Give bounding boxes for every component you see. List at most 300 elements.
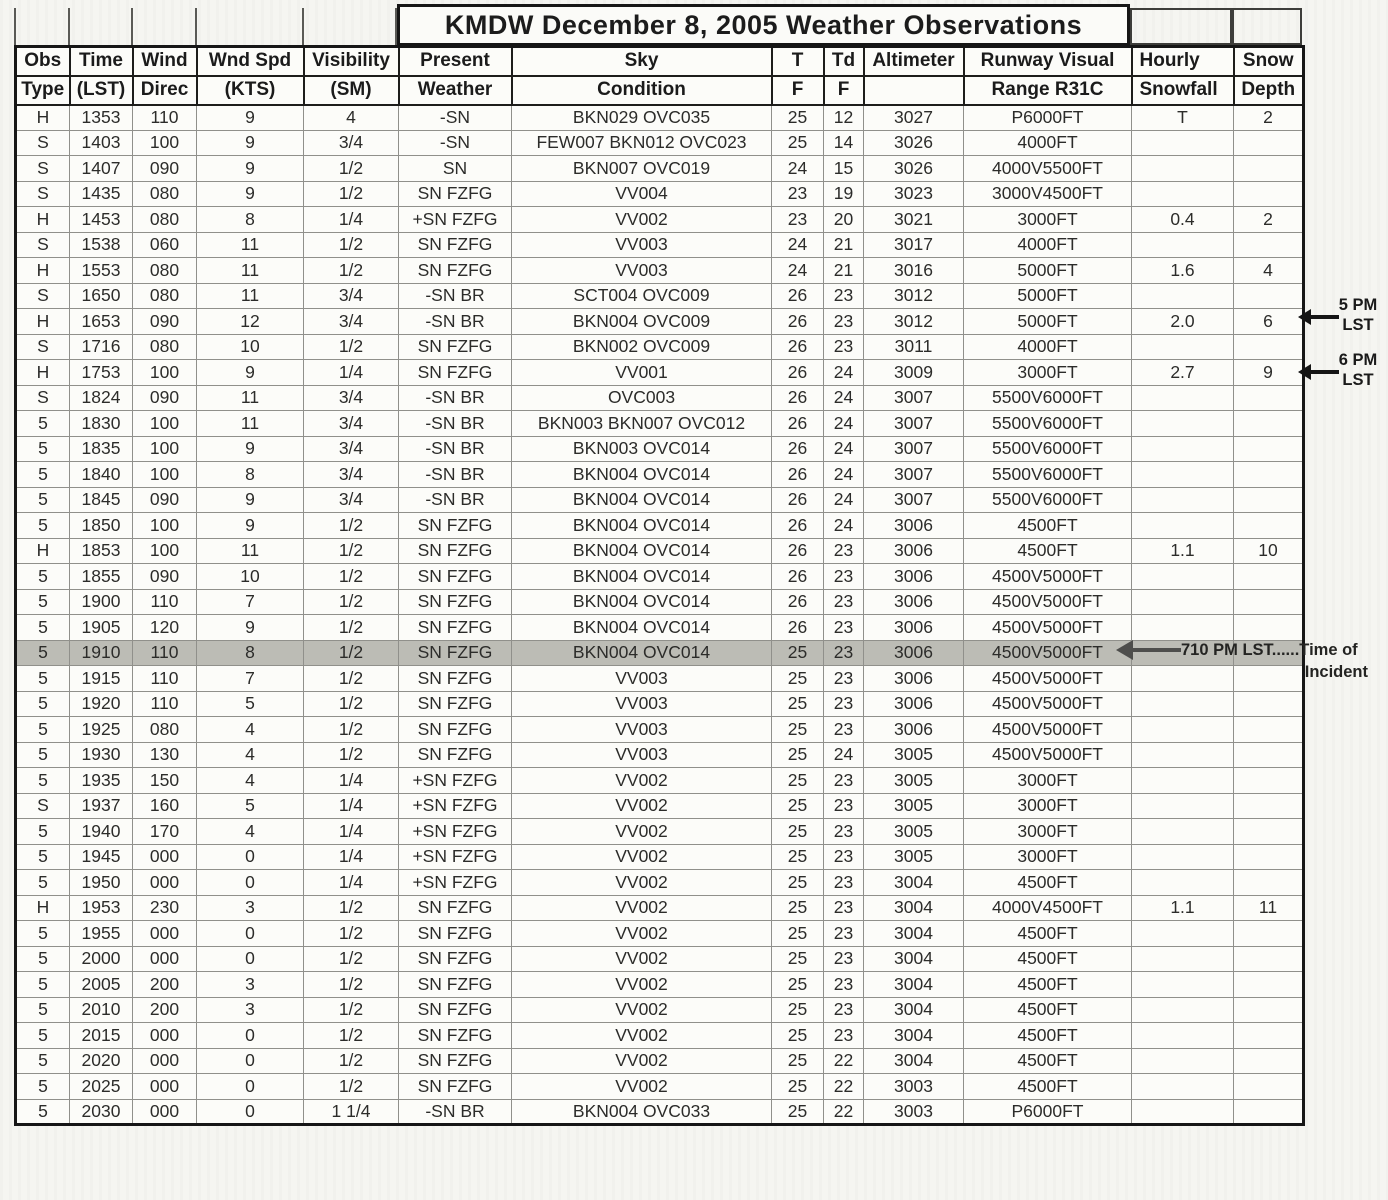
cell: 23 [772,207,824,233]
cell: 100 [133,436,197,462]
cell: 3004 [864,972,964,998]
cell: BKN004 OVC009 [512,309,772,335]
cell: 9 [1234,360,1304,386]
cell: 5500V6000FT [964,487,1132,513]
cell: 3004 [864,946,964,972]
cell [1132,334,1234,360]
cell [1234,411,1304,437]
cell: 0 [197,1099,304,1125]
cell: 0 [197,1023,304,1049]
cell: 2.7 [1132,360,1234,386]
cell: 1930 [70,742,133,768]
cell: 2 [1234,207,1304,233]
cell: 23 [824,997,864,1023]
cell: 25 [772,895,824,921]
cell: SN FZFG [399,997,512,1023]
cell: 4500FT [964,972,1132,998]
cell [1132,1048,1234,1074]
annotation-6pm-line1: 6 PM [1338,351,1378,369]
cell: 26 [772,462,824,488]
cell: 1.6 [1132,258,1234,284]
table-row [16,105,1304,131]
cell: 1850 [70,513,133,539]
cell: 22 [824,1099,864,1125]
cell: BKN004 OVC014 [512,487,772,513]
table-row [16,793,1304,819]
cell: 23 [824,589,864,615]
cell [1132,1023,1234,1049]
cell: SN FZFG [399,691,512,717]
cell [1234,946,1304,972]
cell: 5500V6000FT [964,462,1132,488]
column-header: Wnd Spd [197,47,304,76]
cell: 1915 [70,666,133,692]
cell: 4500FT [964,513,1132,539]
table-row [16,513,1304,539]
cell: 5 [16,615,70,641]
cell: 4500FT [964,538,1132,564]
cell: 3012 [864,283,964,309]
cell: 4 [197,819,304,845]
cell: 3/4 [304,436,399,462]
column-header: Weather [399,76,512,105]
cell: 5 [16,742,70,768]
cell [1132,1099,1234,1125]
cell: 1653 [70,309,133,335]
cell: 1553 [70,258,133,284]
cell: 3003 [864,1074,964,1100]
cell: 1/4 [304,360,399,386]
cell: FEW007 BKN012 OVC023 [512,130,772,156]
cell: 4500FT [964,1074,1132,1100]
table-row [16,819,1304,845]
cell: 0 [197,921,304,947]
cell: VV002 [512,1023,772,1049]
cell: 4500FT [964,946,1132,972]
cell: 1753 [70,360,133,386]
cell: 1/2 [304,666,399,692]
cell: 5 [197,793,304,819]
cell: 1824 [70,385,133,411]
cell: BKN004 OVC014 [512,513,772,539]
cell: 3016 [864,258,964,284]
cell [1132,232,1234,258]
cell: BKN004 OVC014 [512,640,772,666]
table-row [16,972,1304,998]
cell: VV002 [512,921,772,947]
cell: 1925 [70,717,133,743]
column-header: Depth [1234,76,1304,105]
cell: VV003 [512,742,772,768]
cell: 1650 [70,283,133,309]
cell: 5 [16,819,70,845]
cell: 25 [772,717,824,743]
cell: 25 [772,1048,824,1074]
page-title: KMDW December 8, 2005 Weather Observations [444,9,1083,40]
cell: 5 [16,1099,70,1125]
cell: 1955 [70,921,133,947]
left-arrow-icon [1311,315,1339,319]
cell [1234,921,1304,947]
cell: 1853 [70,538,133,564]
cell: 160 [133,793,197,819]
cell: 24 [824,436,864,462]
cell: 3006 [864,691,964,717]
table-row [16,360,1304,386]
cell: 9 [197,487,304,513]
cell: H [16,360,70,386]
cell: SN FZFG [399,972,512,998]
cell: 110 [133,589,197,615]
column-header: Sky [512,47,772,76]
cell: 3000FT [964,793,1132,819]
cell [1234,462,1304,488]
cell: SN FZFG [399,895,512,921]
cell: P6000FT [964,1099,1132,1125]
cell: +SN FZFG [399,768,512,794]
cell: 0 [197,1048,304,1074]
cell: 3004 [864,895,964,921]
cell: 26 [772,538,824,564]
cell: 5 [16,640,70,666]
cell: 080 [133,334,197,360]
cell: SN FZFG [399,334,512,360]
cell: 2020 [70,1048,133,1074]
cell: T [1132,105,1234,131]
cell: S [16,181,70,207]
cell: 1/2 [304,232,399,258]
cell: 25 [772,819,824,845]
cell: 3005 [864,819,964,845]
cell: 3000FT [964,207,1132,233]
column-header: Runway Visual [964,47,1132,76]
cell: 1835 [70,436,133,462]
cell: 5 [16,1023,70,1049]
cell [1234,130,1304,156]
table-row [16,1023,1304,1049]
cell: 11 [197,411,304,437]
cell [1132,972,1234,998]
cell: 110 [133,640,197,666]
cell: 23 [824,870,864,896]
cell [1132,921,1234,947]
cell: VV002 [512,1074,772,1100]
cell: 0 [197,946,304,972]
cell: 3/4 [304,487,399,513]
cell: 5 [16,1074,70,1100]
cell: 1910 [70,640,133,666]
cell: 5 [16,717,70,743]
cell: 100 [133,130,197,156]
cell: 1403 [70,130,133,156]
column-line-stub [195,8,197,45]
cell: 10 [197,564,304,590]
cell: 1/2 [304,156,399,182]
cell: 25 [772,1023,824,1049]
cell: 21 [824,232,864,258]
cell: 9 [197,130,304,156]
cell: SN FZFG [399,513,512,539]
cell: 1538 [70,232,133,258]
cell [1132,130,1234,156]
table-row [16,334,1304,360]
cell: VV002 [512,844,772,870]
table-row [16,564,1304,590]
cell: 24 [772,232,824,258]
cell: 24 [772,156,824,182]
cell: 1/2 [304,640,399,666]
cell: 3004 [864,997,964,1023]
cell: 080 [133,181,197,207]
column-header: Snow [1234,47,1304,76]
cell: 4000V5500FT [964,156,1132,182]
cell: 0 [197,1074,304,1100]
cell: VV002 [512,207,772,233]
annotation-5pm-line1: 5 PM [1338,296,1378,314]
cell [1234,283,1304,309]
cell: 4500V5000FT [964,717,1132,743]
cell: 120 [133,615,197,641]
cell: 000 [133,1023,197,1049]
column-header: Obs [16,47,70,76]
column-header: (KTS) [197,76,304,105]
cell: 1/2 [304,1074,399,1100]
cell: 3006 [864,538,964,564]
column-header: Range R31C [964,76,1132,105]
cell: 090 [133,156,197,182]
cell: 1830 [70,411,133,437]
cell: 25 [772,946,824,972]
cell: SN FZFG [399,921,512,947]
annotation-incident-line2: Incident [1304,663,1368,681]
column-header: Direc [133,76,197,105]
column-line-stub [131,8,133,45]
cell: 24 [824,385,864,411]
cell: 25 [772,997,824,1023]
cell: H [16,895,70,921]
cell: 3000FT [964,360,1132,386]
cell: BKN004 OVC014 [512,462,772,488]
table-row [16,487,1304,513]
table-row [16,309,1304,335]
cell: 4 [1234,258,1304,284]
cell: 100 [133,411,197,437]
cell: 1940 [70,819,133,845]
cell: 3005 [864,742,964,768]
table-row [16,589,1304,615]
obs-table-body [16,105,1304,1125]
empty-header-top-cell [1130,8,1232,45]
cell [1234,717,1304,743]
cell: 25 [772,666,824,692]
cell: 23 [824,921,864,947]
table-row [16,207,1304,233]
cell: 060 [133,232,197,258]
column-header: (SM) [304,76,399,105]
cell: 23 [824,717,864,743]
cell: 2000 [70,946,133,972]
cell: 3006 [864,717,964,743]
cell: 3007 [864,436,964,462]
cell: 3009 [864,360,964,386]
cell: 23 [824,283,864,309]
table-row [16,717,1304,743]
cell: 1435 [70,181,133,207]
cell: 230 [133,895,197,921]
cell: 12 [824,105,864,131]
cell [1132,564,1234,590]
cell: 4 [304,105,399,131]
column-header: (LST) [70,76,133,105]
cell: 11 [197,283,304,309]
cell: VV002 [512,819,772,845]
cell: 8 [197,640,304,666]
cell: 3004 [864,921,964,947]
cell: 100 [133,462,197,488]
cell: 1937 [70,793,133,819]
cell: VV003 [512,232,772,258]
cell: VV002 [512,870,772,896]
cell: 26 [772,360,824,386]
cell: 26 [772,615,824,641]
cell: SN FZFG [399,946,512,972]
cell: 1/2 [304,564,399,590]
cell: 5 [16,870,70,896]
cell: 100 [133,538,197,564]
cell: 1/2 [304,615,399,641]
cell: SN FZFG [399,640,512,666]
table-row [16,258,1304,284]
cell: 3017 [864,232,964,258]
cell: SN FZFG [399,1074,512,1100]
cell: 24 [824,462,864,488]
cell: 26 [772,487,824,513]
cell [1234,487,1304,513]
cell: 100 [133,513,197,539]
cell: S [16,793,70,819]
cell: 4500V5000FT [964,589,1132,615]
cell: BKN029 OVC035 [512,105,772,131]
column-line-stub [302,8,304,45]
cell: 3007 [864,462,964,488]
cell: 000 [133,1099,197,1125]
cell: BKN004 OVC014 [512,589,772,615]
cell: 4500FT [964,921,1132,947]
cell: 1/2 [304,972,399,998]
cell [1132,870,1234,896]
cell: BKN003 OVC014 [512,436,772,462]
cell: 3006 [864,615,964,641]
cell: 2010 [70,997,133,1023]
annotation-6pm-line2: LST [1342,371,1374,389]
cell: 1/2 [304,742,399,768]
cell [1132,156,1234,182]
column-header: T [772,47,824,76]
cell: VV002 [512,997,772,1023]
cell: 9 [197,360,304,386]
cell: 1935 [70,768,133,794]
cell: 5 [16,946,70,972]
cell: 2025 [70,1074,133,1100]
column-header: Time [70,47,133,76]
cell: 3/4 [304,130,399,156]
cell: 23 [772,181,824,207]
column-header: Visibility [304,47,399,76]
cell: 3/4 [304,411,399,437]
cell: SN FZFG [399,717,512,743]
cell: 5500V6000FT [964,385,1132,411]
cell: 25 [772,1074,824,1100]
cell: 000 [133,844,197,870]
cell [1132,181,1234,207]
cell: 130 [133,742,197,768]
table-row [16,921,1304,947]
cell [1132,1074,1234,1100]
cell [1132,717,1234,743]
annotation-time-of-incident [1181,639,1369,683]
cell: 1/2 [304,895,399,921]
cell: 4000V4500FT [964,895,1132,921]
cell: S [16,283,70,309]
cell: BKN004 OVC033 [512,1099,772,1125]
cell: 1/2 [304,717,399,743]
cell: 5 [16,411,70,437]
column-header: Wind [133,47,197,76]
cell: 5 [16,589,70,615]
table-row [16,181,1304,207]
cell: 1900 [70,589,133,615]
cell: VV002 [512,768,772,794]
cell: 9 [197,436,304,462]
cell: 3000FT [964,819,1132,845]
table-row [16,666,1304,692]
cell: 2015 [70,1023,133,1049]
table-row [16,1074,1304,1100]
cell: 4500V5000FT [964,691,1132,717]
cell: 1/2 [304,181,399,207]
table-row [16,895,1304,921]
cell [1234,232,1304,258]
cell: 1716 [70,334,133,360]
cell: 23 [824,309,864,335]
cell: 3 [197,997,304,1023]
cell [1132,462,1234,488]
column-header [864,76,964,105]
left-arrow-icon [1133,648,1181,652]
cell [1132,819,1234,845]
cell: 25 [772,742,824,768]
cell: 26 [772,513,824,539]
cell: 23 [824,564,864,590]
cell: 23 [824,334,864,360]
table-header [16,47,1304,105]
cell: 090 [133,487,197,513]
cell: 6 [1234,309,1304,335]
table-row [16,1048,1304,1074]
cell: 1/2 [304,589,399,615]
cell: BKN004 OVC014 [512,615,772,641]
table-row [16,411,1304,437]
cell: 1953 [70,895,133,921]
cell: 23 [824,538,864,564]
cell: SCT004 OVC009 [512,283,772,309]
cell: SN FZFG [399,258,512,284]
cell: 1/2 [304,921,399,947]
cell: 24 [824,742,864,768]
cell: 3004 [864,1023,964,1049]
table-row [16,870,1304,896]
table-row [16,538,1304,564]
